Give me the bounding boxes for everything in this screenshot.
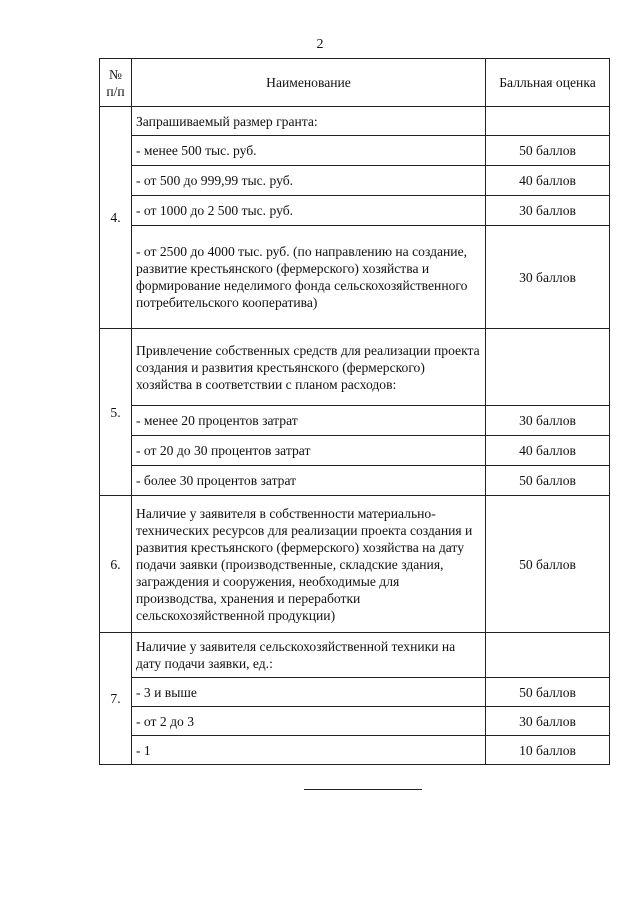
- table-row: [100, 436, 610, 466]
- row-score: 40 баллов: [486, 436, 610, 466]
- criteria-table: [99, 58, 610, 765]
- row-name: Привлечение собственных средств для реализации проекта создания и развития крестьянского (фермерского) хозяйства в соответствии с планом расходов:: [132, 329, 486, 406]
- row-name: - 1: [132, 736, 486, 765]
- header-num: № п/п: [100, 59, 132, 107]
- table-row: [100, 466, 610, 496]
- table-row: [100, 107, 610, 136]
- row-name: - от 2 до 3: [132, 707, 486, 736]
- row-name: - менее 500 тыс. руб.: [132, 136, 486, 166]
- row-name: Наличие у заявителя сельскохозяйственной техники на дату подачи заявки, ед.:: [132, 633, 486, 678]
- table-row: [100, 406, 610, 436]
- row-score: 50 баллов: [486, 678, 610, 707]
- table-row: [100, 196, 610, 226]
- header-name: Наименование: [132, 59, 486, 107]
- row-name: - от 20 до 30 процентов затрат: [132, 436, 486, 466]
- table-row: [100, 166, 610, 196]
- footer-separator-line: [304, 789, 422, 790]
- section-number: 5.: [100, 329, 132, 496]
- row-score: [486, 107, 610, 136]
- table-row: [100, 707, 610, 736]
- row-score: 30 баллов: [486, 406, 610, 436]
- row-score: 50 баллов: [486, 136, 610, 166]
- row-score: [486, 633, 610, 678]
- row-name: Наличие у заявителя в собственности материально-технических ресурсов для реализации проекта создания и развития крестьянского (фермерского) хозяйства на дату подачи заявки (производственные, складские здания, заграждения и сооружения, необходимые для производства, хранения и переработки сельскохозяйственной продукции): [132, 496, 486, 633]
- table-row: [100, 736, 610, 765]
- section-number: 7.: [100, 633, 132, 765]
- row-score: 10 баллов: [486, 736, 610, 765]
- row-score: 50 баллов: [486, 496, 610, 633]
- row-score: 30 баллов: [486, 707, 610, 736]
- row-name: - более 30 процентов затрат: [132, 466, 486, 496]
- row-name: Запрашиваемый размер гранта:: [132, 107, 486, 136]
- row-name: - 3 и выше: [132, 678, 486, 707]
- row-name: - от 500 до 999,99 тыс. руб.: [132, 166, 486, 196]
- row-name: - от 2500 до 4000 тыс. руб. (по направлению на создание, развитие крестьянского (фермерского) хозяйства и формирование неделимого фонда сельскохозяйственного потребительского кооператива): [132, 226, 486, 329]
- section-number: 6.: [100, 496, 132, 633]
- row-name: - от 1000 до 2 500 тыс. руб.: [132, 196, 486, 226]
- table-row: [100, 329, 610, 406]
- table-row: [100, 678, 610, 707]
- row-score: [486, 329, 610, 406]
- table-row: [100, 226, 610, 329]
- table-header-row: [100, 59, 610, 107]
- table-row: [100, 496, 610, 633]
- row-score: 30 баллов: [486, 226, 610, 329]
- header-score: Балльная оценка: [486, 59, 610, 107]
- row-name: - менее 20 процентов затрат: [132, 406, 486, 436]
- row-score: 50 баллов: [486, 466, 610, 496]
- section-number: 4.: [100, 107, 132, 329]
- table-row: [100, 136, 610, 166]
- row-score: 30 баллов: [486, 196, 610, 226]
- page-number: 2: [316, 37, 324, 52]
- row-score: 40 баллов: [486, 166, 610, 196]
- table-row: [100, 633, 610, 678]
